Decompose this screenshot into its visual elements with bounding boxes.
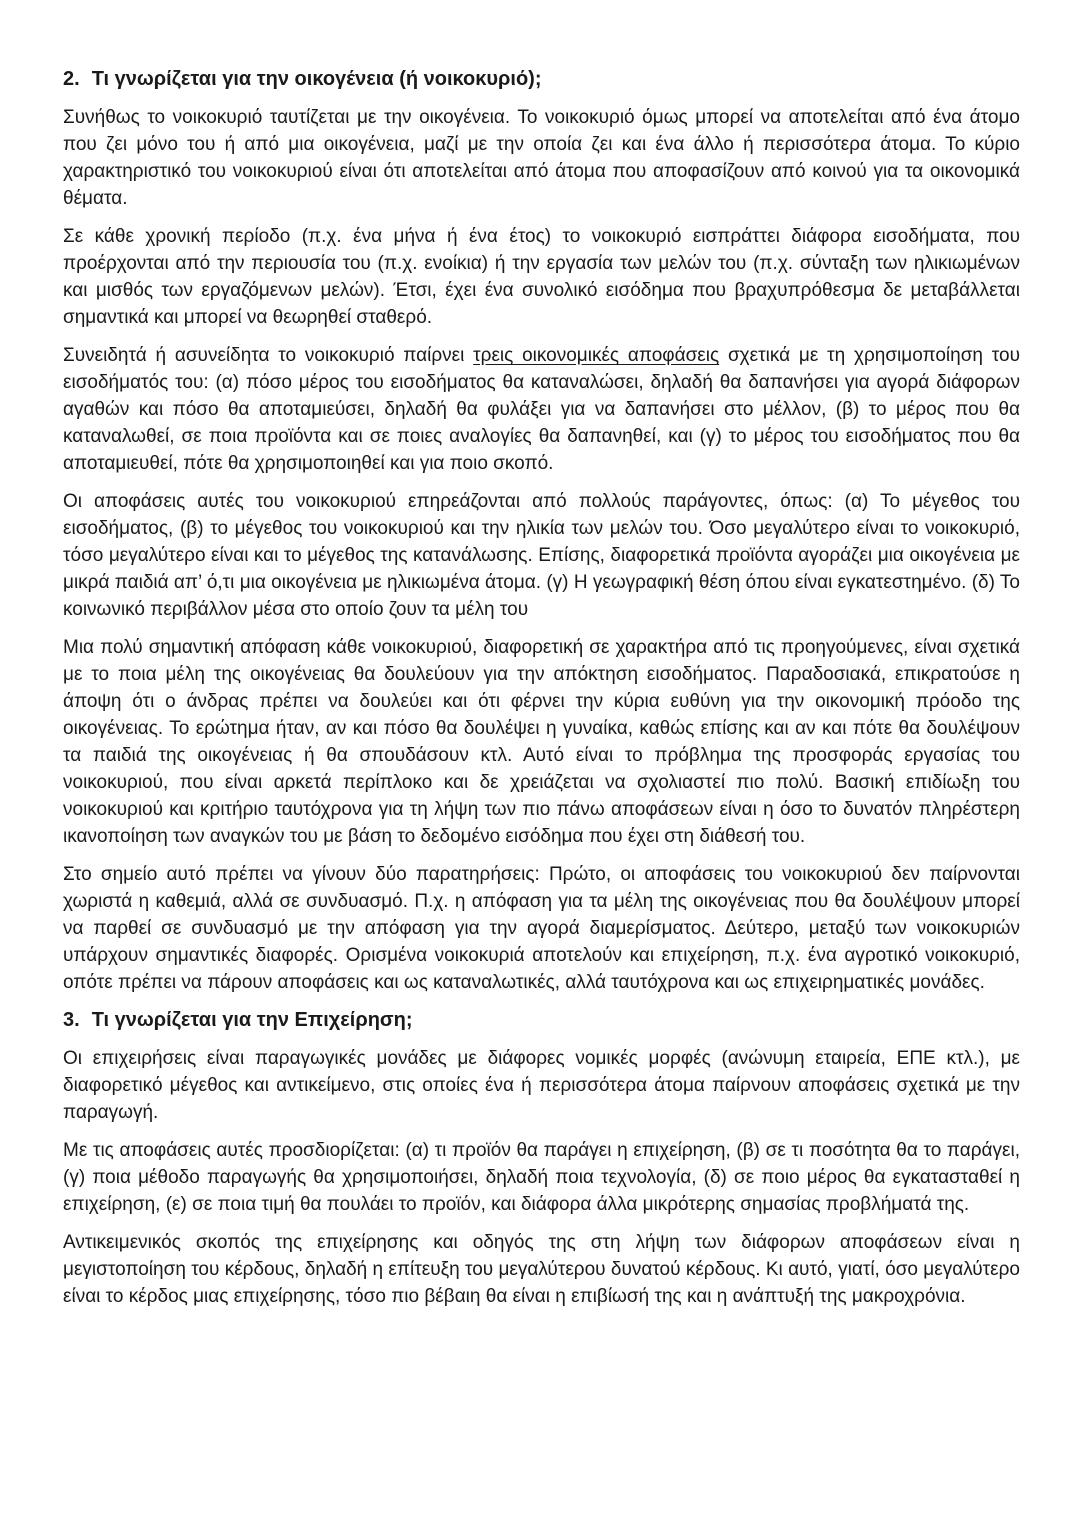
paragraph-labor-supply: Μια πολύ σημαντική απόφαση κάθε νοικοκυριού, διαφορετική σε χαρακτήρα από τις προηγούμενες, είναι σχετικά με το ποια μέλη της οικογένειας θα δουλεύουν για την απόκτηση εισοδήματος. Παραδοσιακά, επικρατούσε η άποψη ότι ο άνδρας πρέπει να δουλεύει και ότι φέρνει την κύρια ευθύνη για την οικονομική πρόοδο της οικογένειας. Το ερώτημα ήταν, αν και πόσο θα δουλέψει η γυναίκα, καθώς επίσης και αν και πότε θα δουλέψουν τα παιδιά της οικογένειας ή θα σπουδάσουν κτλ. Αυτό είναι το πρόβλημα της προσφοράς εργασίας του νοικοκυριού, που είναι αρκετά περίπλοκο και δε χρειάζεται να σχολιαστεί πιο πολύ. Βασική επιδίωξη του νοικοκυριού και κριτήριο ταυτόχρονα για τη λήψη των πιο πάνω αποφάσεων είναι η όσο το δυνατόν πληρέστερη ικανοποίηση των αναγκών του με βάση το δεδομένο εισόδημα που έχει στη διάθεσή του.	[63, 637, 1020, 847]
heading-title-family: Τι γνωρίζεται για την οικογένεια (ή νοικοκυριό);	[91, 68, 542, 90]
paragraph-business-decisions: Με τις αποφάσεις αυτές προσδιορίζεται: (α) τι προϊόν θα παράγει η επιχείρηση, (β) σε τι ποσότητα θα το παράγει, (γ) ποια μέθοδο παραγωγής θα χρησιμοποιήσει, δηλαδή ποια τεχνολογία, (δ) σε ποιο μέρος θα εγκατασταθεί η επιχείρηση, (ε) σε ποια τιμή θα πουλάει το προϊόν, και διάφορα άλλα μικρότερης σημασίας προβλήματά της.	[63, 1140, 1020, 1215]
paragraph-household-income: Σε κάθε χρονική περίοδο (π.χ. ένα μήνα ή ένα έτος) το νοικοκυριό εισπράττει διάφορα εισοδήματα, που προέρχονται από την περιουσία του (π.χ. ενοίκια) ή την εργασία των μελών του (π.χ. σύνταξη των ηλικιωμένων και μισθός των εργαζόμενων μελών). Έτσι, έχει ένα συνολικό εισόδημα που βραχυπρόθεσμα δε μεταβάλλεται σημαντικά και μπορεί να θεωρηθεί σταθερό.	[63, 226, 1020, 328]
paragraph-profit-maximization: Αντικειμενικός σκοπός της επιχείρησης και οδηγός της στη λήψη των διάφορων αποφάσεων είναι η μεγιστοποίηση του κέρδους, δηλαδή η επίτευξη του μεγαλύτερου δυνατού κέρδους. Κι αυτό, γιατί, όσο μεγαλύτερο είναι το κέρδος μιας επιχείρησης, τόσο πιο βέβαιη θα είναι η επιβίωσή της και η ανάπτυξή της μακροχρόνια.	[63, 1232, 1020, 1307]
paragraph-decision-factors: Οι αποφάσεις αυτές του νοικοκυριού επηρεάζονται από πολλούς παράγοντες, όπως: (α) Το μέγεθος του εισοδήματος, (β) το μέγεθος του νοικοκυριού και την ηλικία των μελών του. Όσο μεγαλύτερο είναι το νοικοκυριό, τόσο μεγαλύτερο είναι και το μέγεθος της κατανάλωσης. Επίσης, διαφορετικά προϊόντα αγοράζει μια οικογένεια με μικρά παιδιά απ’ ό,τι μια οικογένεια με ηλικιωμένα άτομα. (γ) Η γεωγραφική θέση όπου είναι εγκατεστημένο. (δ) Το κοινωνικό περιβάλλον μέσα στο οποίο ζουν τα μέλη του	[63, 491, 1020, 620]
paragraph-three-decisions	[63, 342, 1020, 477]
underlined-phrase-three-economic-decisions: τρεις οικονομικές αποφάσεις	[473, 345, 720, 366]
heading-title-business: Τι γνωρίζεται για την Επιχείρηση;	[91, 1009, 413, 1031]
section-heading-business	[63, 1007, 1020, 1034]
paragraph-business-definition: Οι επιχειρήσεις είναι παραγωγικές μονάδες με διάφορες νομικές μορφές (ανώνυμη εταιρεία, ΕΠΕ κτλ.), με διαφορετικό μέγεθος και αντικείμενο, στις οποίες ένα ή περισσότερα άτομα παίρνουν αποφάσεις σχετικά με την παραγωγή.	[63, 1048, 1020, 1123]
section-heading-family	[63, 66, 1020, 93]
three-decisions-text-before: Συνειδητά ή ασυνείδητα το νοικοκυριό παίρνει	[63, 345, 474, 366]
three-decisions-text-after: σχετικά με τη χρησιμοποίηση του εισοδήματός του: (α) πόσο μέρος του εισοδήματος θα καταναλώσει, δηλαδή θα δαπανήσει για αγορά διάφορων αγαθών και πόσο θα αποταμιεύσει, δηλαδή θα φυλάξει για να δαπανήσει στο μέλλον, (β) το μέρος που θα καταναλωθεί, σε ποια προϊόντα και σε ποιες αναλογίες θα δαπανηθεί, και (γ) το μέρος του εισοδήματος που θα αποταμιευθεί, πότε θα χρησιμοποιηθεί και για ποιο σκοπό.	[63, 345, 1020, 474]
paragraph-household-definition: Συνήθως το νοικοκυριό ταυτίζεται με την οικογένεια. Το νοικοκυριό όμως μπορεί να αποτελείται από ένα άτομο που ζει μόνο του ή από μια οικογένεια, μαζί με την οποία ζει και ένα άλλο ή περισσότερα άτομα. Το κύριο χαρακτηριστικό του νοικοκυριού είναι ότι αποτελείται από άτομα που αποφασίζουν από κοινού για τα οικονομικά θέματα.	[63, 107, 1020, 209]
heading-number-family: 2.	[63, 68, 80, 90]
paragraph-two-remarks: Στο σημείο αυτό πρέπει να γίνουν δύο παρατηρήσεις: Πρώτο, οι αποφάσεις του νοικοκυριού δεν παίρνονται χωριστά η καθεμιά, αλλά σε συνδυασμό. Π.χ. η απόφαση για τα μέλη της οικογένειας που θα δουλέψουν μπορεί να παρθεί σε συνδυασμό με την απόφαση για την αγορά διαμερίσματος. Δεύτερο, μεταξύ των νοικοκυριών υπάρχουν σημαντικές διαφορές. Ορισμένα νοικοκυριά αποτελούν και επιχείρηση, π.χ. ένα αγροτικό νοικοκυριό, οπότε πρέπει να πάρουν αποφάσεις και ως καταναλωτικές, αλλά ταυτόχρονα και ως επιχειρηματικές μονάδες.	[63, 864, 1020, 993]
heading-number-business: 3.	[63, 1009, 80, 1031]
